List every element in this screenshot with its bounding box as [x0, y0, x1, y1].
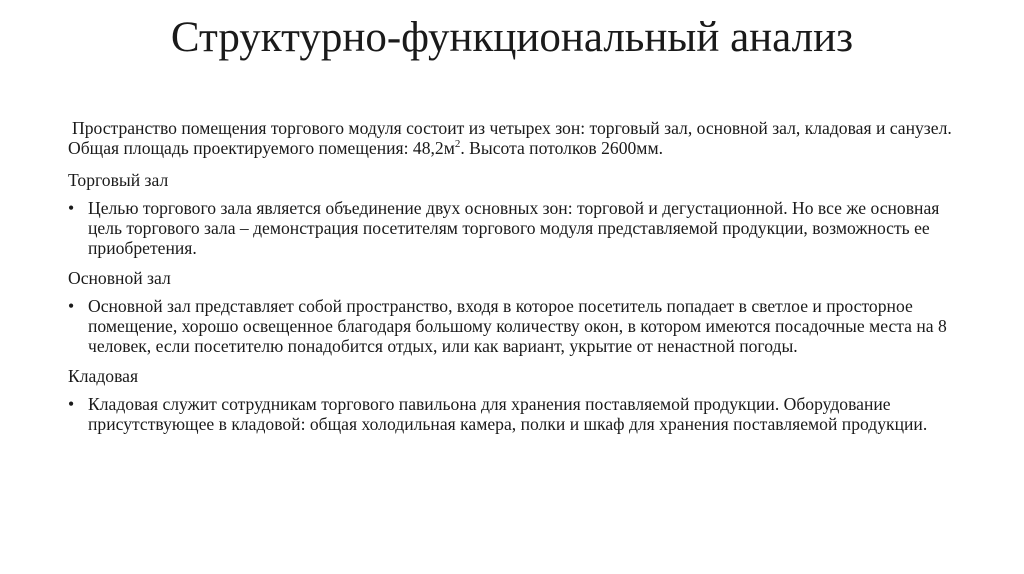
intro-text-before: Пространство помещения торгового модуля состоит из четырех зон: торговый зал, основной зал, кладовая и санузел. Общая площадь проектируемого помещения: 48,2м [68, 118, 952, 158]
bullet-text: Кладовая служит сотрудникам торгового павильона для хранения поставляемой продукции. Оборудование присутствующее в кладовой: общая холодильная камера, полки и шкаф для хранения поставляемой продукции. [88, 394, 928, 434]
section-heading: Торговый зал [68, 170, 169, 190]
section-trading-hall [68, 170, 968, 258]
bullet-item [68, 198, 968, 258]
bullet-text: Основной зал представляет собой пространство, входя в которое посетитель попадает в светлое и просторное помещение, хорошо освещенное благодаря большому количеству окон, в котором имеются посадочные места на 8 человек, если посетителю понадобится отдых, или как вариант, укрытие от ненастной погоды. [88, 296, 947, 356]
slide-title: Структурно-функциональный анализ [170, 14, 854, 61]
bullet-item [68, 394, 968, 434]
intro-paragraph [68, 118, 968, 158]
bullet-text: Целью торгового зала является объединение двух основных зон: торговой и дегустационной. Но все же основная цель торгового зала – демонстрация посетителям торгового модуля представляемой продукции, возможность ее приобретения. [88, 198, 940, 258]
bullet-icon: • [68, 296, 75, 316]
slide-body [68, 118, 968, 444]
section-heading: Основной зал [68, 268, 171, 288]
bullet-icon: • [68, 198, 75, 218]
bullet-item [68, 296, 968, 356]
section-heading: Кладовая [68, 366, 139, 386]
section-main-hall [68, 268, 968, 356]
intro-text-after: . Высота потолков 2600мм. [460, 138, 663, 158]
bullet-icon: • [68, 394, 75, 414]
section-storage [68, 366, 968, 434]
intro-superscript: 2 [454, 138, 461, 151]
